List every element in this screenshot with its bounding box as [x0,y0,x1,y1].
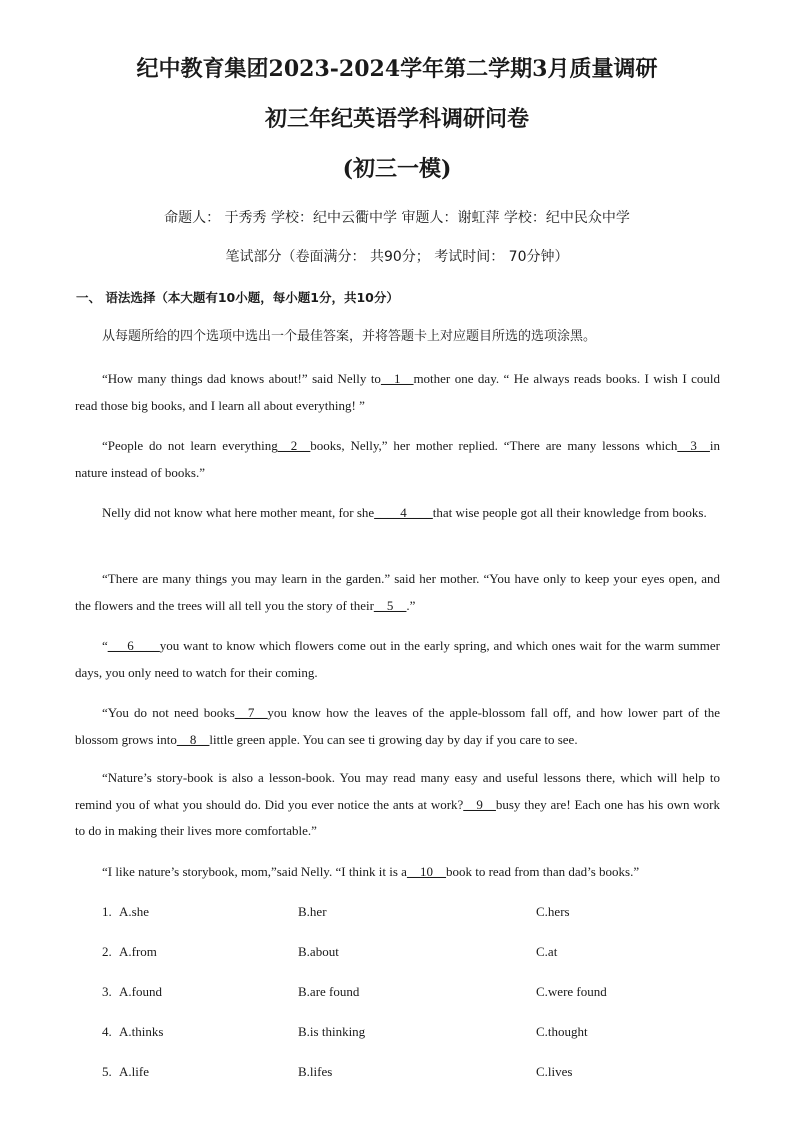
option-c: C.thought [536,1024,588,1039]
passage-paragraph-7: “Nature’s story-book is also a lesson-book. You may read many easy and useful lessons there, which will help to remind you of what you should do. Did you ever notice the ants at work?__9__busy they are! Each one has his own work to do in making their lives more comfortable.” [75,770,721,838]
blank-1: __1__ [380,371,414,386]
passage-paragraph-3: Nelly did not know what here mother meant, for she____4____that wise people got all their knowledge from books. [102,505,707,520]
passage-paragraph-1: “How many things dad knows about!” said Nelly to__1__mother one day. “ He always reads books. I wish I could read those big books, and I learn all about everything! ” [75,371,720,413]
title-line-3: (初三一模) [342,156,452,182]
option-a: A.thinks [119,1024,164,1039]
option-a: A.she [119,904,149,919]
option-number: 5. [102,1064,112,1079]
passage-paragraph-6: “You do not need books__7__you know how the leaves of the apple-blossom fall off, and how lower part of the blossom grows into__8__little green apple. You can see ti growing day by day if you care to see. [75,705,720,747]
option-b: B.her [298,904,327,919]
option-number: 2. [102,944,112,959]
passage-paragraph-8: “I like nature’s storybook, mom,”said Nelly. “I think it is a__10__book to read from than dad’s books.” [102,864,640,879]
section-heading: 一、 语法选择（本大题有10小题，每小题1分，共10分） [76,290,399,305]
option-a: A.from [119,944,157,959]
blank-7: __7__ [234,705,268,720]
blank-8: __8__ [176,731,210,747]
option-b: B.lifes [298,1064,333,1079]
option-b: B.are found [298,984,360,999]
passage-paragraph-4: “There are many things you may learn in the garden.” said her mother. “You have only to keep your eyes open, and the flowers and the trees will all tell you the story of their__5__.” [75,571,720,613]
option-number: 1. [102,904,112,919]
blank-6: ___6____ [107,638,160,653]
passage-paragraph-5: “___6____you want to know which flowers come out in the early spring, and which ones wait for the warm summer days, you only need to watch for their coming. [75,638,720,680]
option-c: C.hers [536,904,570,919]
option-b: B.is thinking [298,1024,366,1039]
blank-9: __9__ [463,796,496,812]
blank-3: __3__ [677,438,710,453]
blank-2: __2__ [277,438,311,453]
passage-paragraph-2: “People do not learn everything__2__books, Nelly,” her mother replied. “There are many lessons which__3__in nature instead of books.” [75,438,720,480]
option-b: B.about [298,944,339,959]
blank-10: __10__ [406,864,446,879]
section-instruction: 从每题所给的四个选项中选出一个最佳答案，并将答题卡上对应题目所选的选项涂黑。 [102,329,597,344]
exam-info-line: 笔试部分（卷面满分： 共90分； 考试时间： 70分钟） [225,249,569,265]
authors-line: 命题人： 于秀秀 学校：纪中云衢中学 审题人：谢虹萍 学校：纪中民众中学 [164,210,630,226]
option-c: C.were found [536,984,607,999]
option-a: A.found [119,984,162,999]
blank-5: __5__ [373,597,407,613]
option-c: C.lives [536,1064,573,1079]
title-line-2: 初三年纪英语学科调研问卷 [264,106,529,132]
title-line-1: 纪中教育集团2023-2024学年第二学期3月质量调研 [136,56,658,82]
option-number: 3. [102,984,112,999]
blank-4: ____4____ [374,505,433,520]
option-number: 4. [102,1024,112,1039]
option-c: C.at [536,944,558,959]
option-a: A.life [119,1064,149,1079]
